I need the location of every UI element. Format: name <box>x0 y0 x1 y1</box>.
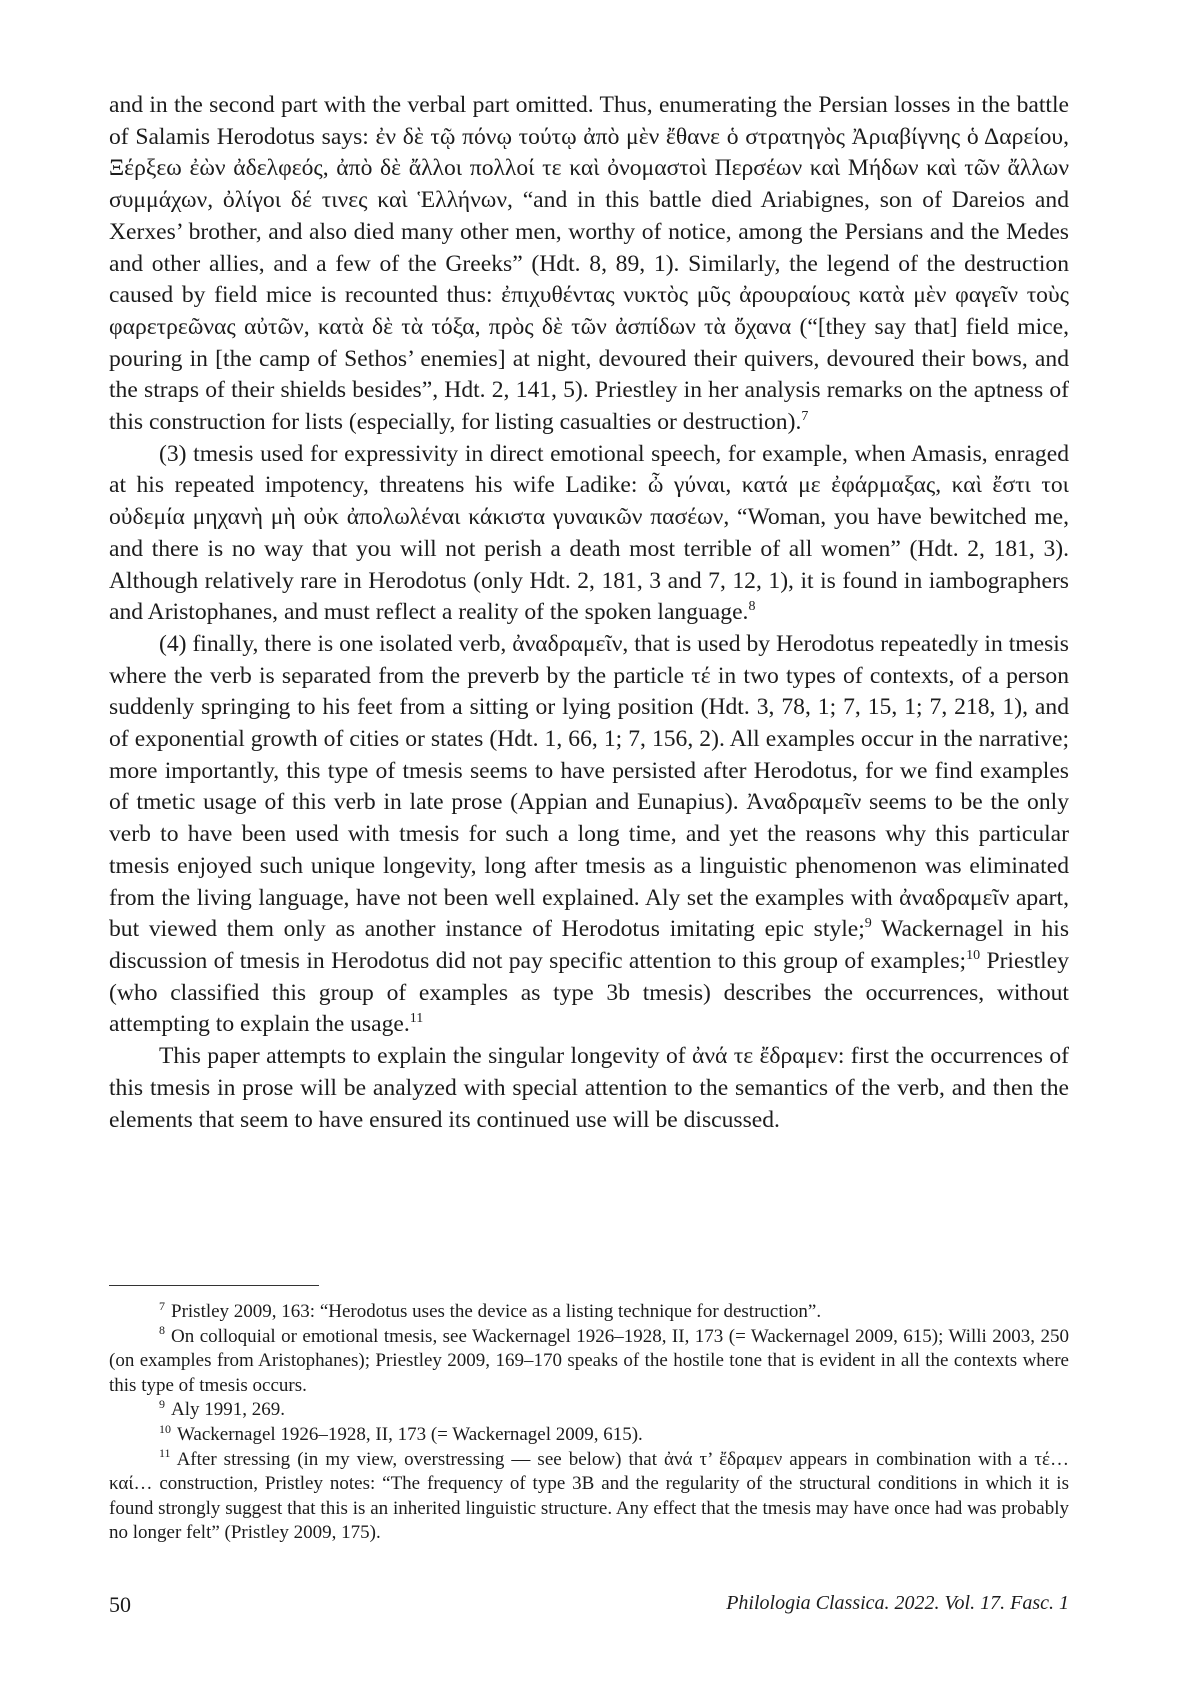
journal-reference: Philologia Classica. 2022. Vol. 17. Fasc. 1 <box>726 1592 1069 1614</box>
footnote-9 <box>109 1398 1069 1423</box>
footnote-11 <box>109 1448 1069 1546</box>
paragraph-4 <box>109 1041 1069 1136</box>
paragraph-1 <box>109 90 1069 439</box>
page-footer <box>109 1592 1069 1624</box>
footnote-text: On colloquial or emotional tmesis, see Wackernagel 1926–1928, II, 173 (= Wackernagel 2009, 615); Willi 2003, 250 (on examples from Aristophanes); Priestley 2009, 169–170 speaks of the hostile tone that is evident in all the contexts where this type of tmesis occurs. <box>109 1325 1069 1396</box>
paragraph-text: (3) tmesis used for expressivity in direct emotional speech, for example, when Amasis, enraged at his repeated impotency, threatens his wife Ladike: ὦ γύναι, κατά με ἐφάρμαξας, καὶ ἔστι τοι οὐδεμία μηχανὴ μὴ οὐκ ἀπολωλέναι κάκιστα γυναικῶν πασέων, “Woman, you have bewitched me, and there is no way that you will not perish a death most terrible of all women” (Hdt. 2, 181, 3). Although relatively rare in Herodotus (only Hdt. 2, 181, 3 and 7, 12, 1), it is found in iambographers and Aristophanes, and must reflect a reality of the spoken language. <box>109 440 1069 626</box>
page-number: 50 <box>109 1592 131 1617</box>
footnote-text: After stressing (in my view, overstressing — see below) that ἀνά τ’ ἔδραμεν appears in combination with a τέ… καί… construction, Pristley notes: “The frequency of type 3B and the regularity of the structural conditions in which it is found strongly suggest that this is an inherited linguistic structure. Any effect that the tmesis may have once had was probably no longer felt” (Pristley 2009, 175). <box>109 1448 1069 1544</box>
footnote-number: 7 <box>159 1298 165 1313</box>
paragraph-text: (4) finally, there is one isolated verb, ἀναδραμεῖν, that is used by Herodotus repeatedly in tmesis where the verb is separated from the preverb by the particle τέ in two types of contexts, of a person suddenly springing to his feet from a sitting or lying position (Hdt. 3, 78, 1; 7, 15, 1; 7, 218, 1), and of exponential growth of cities or states (Hdt. 1, 66, 1; 7, 156, 2). All examples occur in the narrative; more importantly, this type of tmesis seems to have persisted after Herodotus, for we find examples of tmetic usage of this verb in late prose (Appian and Eunapius). Ἀναδραμεῖν seems to be the only verb to have been used with tmesis for such a long time, and yet the reasons why this particular tmesis enjoyed such unique longevity, long after tmesis as a linguistic phenomenon was eliminated from the living language, have not been well explained. Aly set the examples with ἀναδραμεῖν apart, but viewed them only as another instance of Herodotus imitating epic style; <box>109 630 1069 943</box>
paragraph-text: This paper attempts to explain the singular longevity of ἀνά τε ἔδραμεν: first the occurrences of this tmesis in prose will be analyzed with special attention to the semantics of the verb, and then the elements that seem to have ensured its continued use will be discussed. <box>109 1043 1069 1133</box>
paragraph-2 <box>109 439 1069 629</box>
paragraph-3 <box>109 629 1069 1041</box>
footnote-ref-8[interactable]: 8 <box>748 599 756 615</box>
footnote-ref-10[interactable]: 10 <box>966 948 981 964</box>
footnote-10 <box>109 1423 1069 1448</box>
paragraph-text: Wackernagel in his discussion of tmesis in Herodotus did not pay specific attention to this group of examples; <box>109 916 1069 974</box>
footnote-ref-9[interactable]: 9 <box>864 916 872 932</box>
paragraph-text: Priestley (who classified this group of examples as type 3b tmesis) describes the occurrences, without attempting to explain the usage. <box>109 947 1070 1038</box>
footnote-text: Aly 1991, 269. <box>171 1399 285 1421</box>
footnote-number: 8 <box>159 1323 165 1338</box>
footnote-ref-11[interactable]: 11 <box>409 1011 424 1027</box>
footnote-number: 9 <box>159 1397 165 1412</box>
main-text <box>109 90 1069 1136</box>
footnote-number: 10 <box>159 1421 171 1436</box>
footnote-text: Wackernagel 1926–1928, II, 173 (= Wackernagel 2009, 615). <box>177 1423 643 1445</box>
footnote-text: Pristley 2009, 163: “Herodotus uses the device as a listing technique for destruction”. <box>171 1301 822 1322</box>
paragraph-text: and in the second part with the verbal part omitted. Thus, enumerating the Persian losses in the battle of Salamis Herodotus says: ἐν δὲ τῷ πόνῳ τούτῳ ἀπὸ μὲν ἔθανε ὁ στρατηγὸς Ἀριαβίγνης ὁ Δαρείου, Ξέρξεω ἐὼν ἀδελφεός, ἀπὸ δὲ ἄλλοι πολλοί τε καὶ ὀνομαστοὶ Περσέων καὶ Μήδων καὶ τῶν ἄλλων συμμάχων, ὀλίγοι δέ τινες καὶ Ἑλλήνων, “and in this battle died Ariabignes, son of Dareios and Xerxes’ brother, and also died many other men, worthy of notice, among the Persians and the Medes and other allies, and a few of the Greeks” (Hdt. 8, 89, 1). Similarly, the legend of the destruction caused by field mice is recounted thus: ἐπιχυθέντας νυκτὸς μῦς ἀρουραίους κατὰ μὲν φαγεῖν τοὺς φαρετρεῶνας αὐτῶν, κατὰ δὲ τὰ τόξα, πρὸς δὲ τῶν ἀσπίδων τὰ ὄχανα (“[they say that] field mice, pouring in [the camp of Sethos’ enemies] at night, devoured their quivers, devoured their bows, and the straps of their shields besides”, Hdt. 2, 141, 5). Priestley in her analysis remarks on the aptness of this construction for lists (especially, for listing casualties or destruction). <box>109 92 1069 436</box>
footnote-7 <box>109 1300 1069 1325</box>
footnote-ref-7[interactable]: 7 <box>801 409 809 425</box>
footnote-divider <box>109 1285 319 1286</box>
footnote-8 <box>109 1325 1069 1399</box>
footnote-number: 11 <box>159 1446 171 1461</box>
footnotes <box>109 1300 1069 1546</box>
